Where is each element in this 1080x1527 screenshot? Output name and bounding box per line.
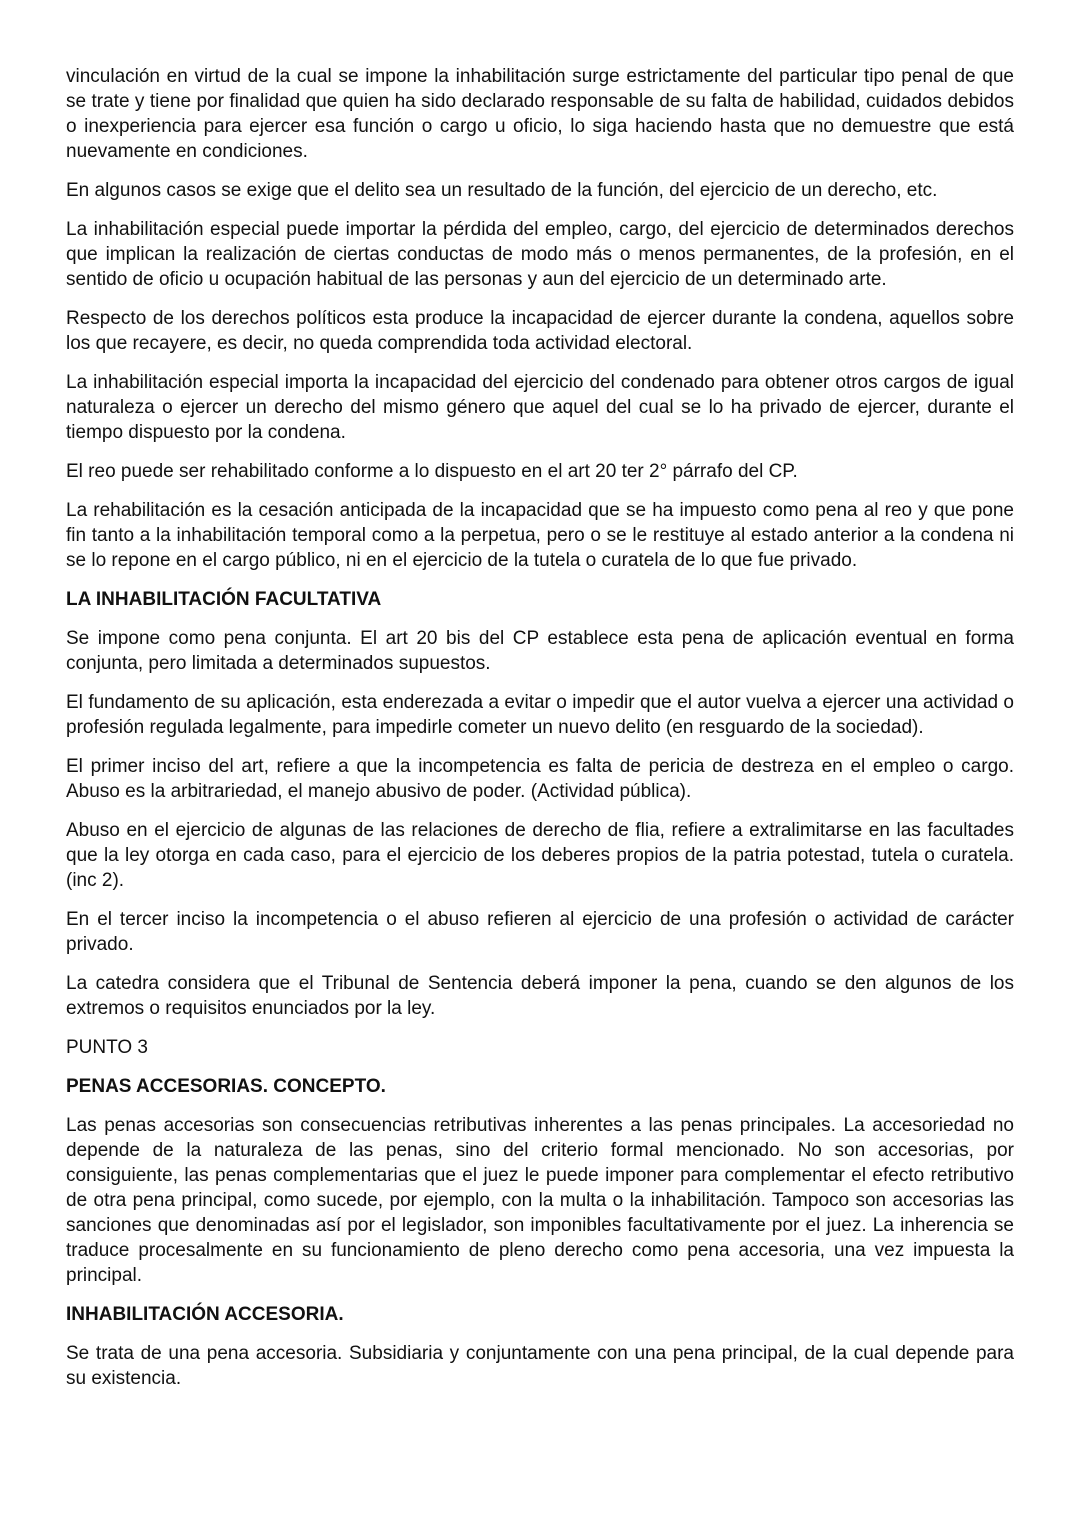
paragraph-derechos-politicos: Respecto de los derechos políticos esta produce la incapacidad de ejercer durante la condena, aquellos sobre los que recayere, es decir, no queda comprendida toda actividad electoral. xyxy=(66,308,1014,354)
paragraph-abuso-derecho-flia: Abuso en el ejercicio de algunas de las relaciones de derecho de flia, refiere a extralimitarse en las facultades que la ley otorga en cada caso, para el ejercicio de los deberes propios de la patria potestad, tutela o curatela. (inc 2). xyxy=(66,820,1014,891)
paragraph-pena-conjunta: Se impone como pena conjunta. El art 20 bis del CP establece esta pena de aplicación eventual en forma conjunta, pero limitada a determinados supuestos. xyxy=(66,628,1014,674)
paragraph-fundamento-aplicacion: El fundamento de su aplicación, esta enderezada a evitar o impedir que el autor vuelva a ejercer una actividad o profesión regulada legalmente, para impedirle cometer un nuevo delito (en resguardo de la sociedad). xyxy=(66,692,1014,738)
paragraph-rehabilitacion-definicion: La rehabilitación es la cesación anticipada de la incapacidad que se ha impuesto como pena al reo y que pone fin tanto a la inhabilitación temporal como a la perpetua, pero o se le restituye al estado anterior a la condena ni se lo repone en el cargo público, ni en el ejercicio de la tutela o curatela de lo que fue privado. xyxy=(66,500,1014,571)
paragraph-pena-accesoria-subsidiaria: Se trata de una pena accesoria. Subsidiaria y conjuntamente con una pena principal, de la cual depende para su existencia. xyxy=(66,1343,1014,1389)
paragraph-tercer-inciso: En el tercer inciso la incompetencia o el abuso refieren al ejercicio de una profesión o actividad de carácter privado. xyxy=(66,909,1014,955)
paragraph-primer-inciso: El primer inciso del art, refiere a que la incompetencia es falta de pericia de destreza en el empleo o cargo. Abuso es la arbitrariedad, el manejo abusivo de poder. (Actividad pública). xyxy=(66,756,1014,802)
paragraph-inhabilitacion-especial-perdida: La inhabilitación especial puede importar la pérdida del empleo, cargo, del ejercicio de determinados derechos que implican la realización de ciertas conductas de modo más o menos permanentes, de la profesión, en el sentido de oficio u ocupación habitual de las personas y aun del ejercicio de un determinado arte. xyxy=(66,219,1014,290)
paragraph-delito-resultado: En algunos casos se exige que el delito sea un resultado de la función, del ejercicio de un derecho, etc. xyxy=(66,180,938,201)
heading-penas-accesorias: PENAS ACCESORIAS. CONCEPTO. xyxy=(66,1076,386,1097)
heading-inhabilitacion-accesoria: INHABILITACIÓN ACCESORIA. xyxy=(66,1304,344,1325)
paragraph-inhabilitacion-especial-incapacidad: La inhabilitación especial importa la incapacidad del ejercicio del condenado para obtener otros cargos de igual naturaleza o ejercer un derecho del mismo género que aquel del cual se lo ha privado de ejercer, durante el tiempo dispuesto por la condena. xyxy=(66,372,1014,443)
paragraph-catedra-considera: La catedra considera que el Tribunal de Sentencia deberá imponer la pena, cuando se den algunos de los extremos o requisitos enunciados por la ley. xyxy=(66,973,1014,1019)
heading-inhabilitacion-facultativa: LA INHABILITACIÓN FACULTATIVA xyxy=(66,589,382,610)
paragraph-penas-accesorias-concepto: Las penas accesorias son consecuencias retributivas inherentes a las penas principales. La accesoriedad no depende de la naturaleza de las penas, sino del criterio formal mencionado. No son accesorias, por consiguiente, las penas complementarias que el juez le puede imponer para complementar el efecto retributivo de otra pena principal, como sucede, por ejemplo, con la multa o la inhabilitación. Tampoco son accesorias las sanciones que denominadas así por el legislador, son imponibles facultativamente por el juez. La inherencia se traduce procesalmente en su funcionamiento de pleno derecho como pena accesoria, una vez impuesta la principal. xyxy=(66,1115,1014,1286)
paragraph-inhabilitacion-vinculacion: vinculación en virtud de la cual se impone la inhabilitación surge estrictamente del particular tipo penal de que se trate y tiene por finalidad que quien ha sido declarado responsable de su falta de habilidad, cuidados debidos o inexperiencia para ejercer esa función o cargo u oficio, lo siga haciendo hasta que no demuestre que está nuevamente en condiciones. xyxy=(66,66,1014,162)
paragraph-reo-rehabilitado: El reo puede ser rehabilitado conforme a lo dispuesto en el art 20 ter 2° párrafo del CP. xyxy=(66,461,798,482)
section-label-punto-3: PUNTO 3 xyxy=(66,1037,149,1058)
